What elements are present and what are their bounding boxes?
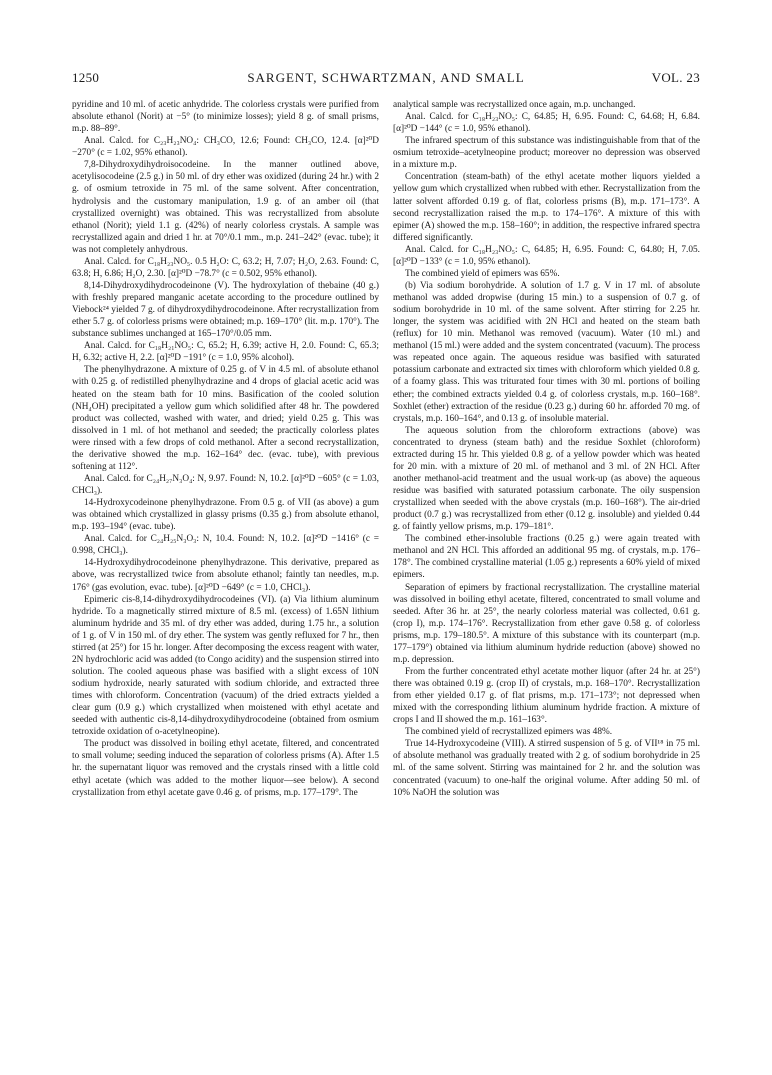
paragraph: Anal. Calcd. for C₁₈H₂₃NO₅. 0.5 H₂O: C, 63.2; H, 7.07; H₂O, 2.63. Found: C, 63.8; H, 6.86; H₂O, 2.30. [α]²⁰D −78.7° (c = 0.502, 95% ethanol). (72, 256, 379, 279)
paragraph: Anal. Calcd. for C₁₈H₂₃NO₅: C, 64.85; H, 6.95. Found: C, 64.80; H, 7.05. [α]²⁰D −133° (c = 1.0, 95% ethanol). (393, 244, 700, 267)
paragraph: The combined ether-insoluble fractions (0.25 g.) were again treated with methanol and 2N HCl. This afforded an additional 95 mg. of crystals, m.p. 176–178°. The combined crystalline material (1.05 g.) represents a 60% yield of mixed epimers. (393, 534, 700, 581)
running-title: SARGENT, SCHWARTZMAN, AND SMALL (247, 70, 525, 85)
paragraph: 7,8-Dihydroxydihydroisocodeine. In the manner outlined above, acetylisocodeine (2.5 g.) in 50 ml. of dry ether was oxidized (during 24 hr.) with 2 g. of osmium tetroxide in 75 ml. of the same solvent. After concentration, hydrolysis and the customary manipulation, 1.9 g. of an amber oil (that crystallized overnight) was obtained. This was recrystallized from absolute ethanol (Norit); yield 1.1 g. (42%) of nearly colorless crystals. A sample was recrystallized again and dried 1 hr. at 70°/0.1 mm., m.p. 241–242° (evac. tube); it was not completely anhydrous. (72, 160, 379, 255)
paragraph: Concentration (steam-bath) of the ethyl acetate mother liquors yielded a yellow gum which crystallized when rubbed with ether. Recrystallization from the latter solvent afforded 0.19 g. of flat, colorless prisms (B), m.p. 171–173°. A second recrystallization raised the m.p. to 174–176°. A mixture of this with epimer (A) showed the m.p. 158–160°; in addition, the respective infrared spectra differed significantly. (393, 172, 700, 243)
paragraph: (b) Via sodium borohydride. A solution of 1.7 g. V in 17 ml. of absolute methanol was added dropwise (during 15 min.) to a suspension of 0.7 g. of sodium borohydride in 10 ml. of the same solvent. After stirring for 2.25 hr. longer, the system was acidified with 2N HCl and heated on the steam bath (reflux) for 10 min. Methanol was removed (vacuum). Water (10 ml.) and methanol (15 ml.) were added and the system concentrated (vacuum). The process was repeated once again. The aqueous residue was basified with saturated potassium carbonate and extracted six times with chloroform which yielded 0.8 g. of a foamy glass. This was triturated four times with 30 ml. portions of boiling ether; the combined extracts yielded 0.4 g. of colorless crystals, m.p. 160–168°. Soxhlet (ether) extraction of the residue (0.23 g.) during 60 hr. afforded 70 mg. of crystals, m.p. 160–164°, and 0.13 g. of insoluble material. (393, 280, 700, 424)
paragraph: The infrared spectrum of this substance was indistinguishable from that of the osmium tetroxide–acetylneopine product; moreover no depression was observed in a mixture m.p. (393, 136, 700, 171)
paragraph: Anal. Calcd. for C₂₄H₂₇N₃O₄: N, 9.97. Found: N, 10.2. [α]²⁰D −605° (c = 1.03, CHCl₃). (72, 473, 379, 496)
paragraph: Epimeric cis-8,14-dihydroxydihydrocodeines (VI). (a) Via lithium aluminum hydride. To a magnetically stirred mixture of 8.5 ml. (excess) of 1.65N lithium aluminum hydride and 35 ml. of dry ether was added, during 1.75 hr., a solution of 1 g. of V in 150 ml. of dry ether. The system was gently refluxed for 7 hr., then stirred (at 25°) for 15 hr. longer. After decomposing the excess reagent with water, 2N hydrochloric acid was added (to Congo acidity) and the suspension stirred into solution. The cooled aqueous phase was basified with a slight excess of 10N sodium hydroxide, nearly saturated with sodium chloride, and extracted three times with chloroform. Concentration (vacuum) of the dried extracts yielded a clear gum (0.9 g.) which crystallized when moistened with ethyl acetate and seeded with authentic cis-8,14-dihydroxydihydrocodeine (obtained from osmium tetroxide oxidation of o-acetylneopine). (72, 594, 379, 738)
paragraph: Anal. Calcd. for C₁₈H₂₁NO₅: C, 65.2; H, 6.39; active H, 2.0. Found: C, 65.3; H, 6.32; active H, 2.2. [α]²⁰D −191° (c = 1.0, 95% alcohol). (72, 341, 379, 364)
paragraph: 14-Hydroxycodeinone phenylhydrazone. From 0.5 g. of VII (as above) a gum was obtained which crystallized in glassy prisms (0.35 g.) from absolute ethanol, m.p. 193–194° (evac. tube). (72, 498, 379, 533)
left-column (72, 99, 379, 799)
paragraph: Anal. Calcd. for C₂₄H₂₅N₃O₃: N, 10.4. Found: N, 10.2. [α]²⁰D −1416° (c = 0.998, CHCl₃). (72, 534, 379, 557)
paragraph: Separation of epimers by fractional recrystallization. The crystalline material was dissolved in boiling ethyl acetate, filtered, concentrated to small volume and seeded. After 36 hr. at 25°, the nearly colorless material was collected, 0.61 g. (crop I), m.p. 174–176°. Recrystallization from ether gave 0.58 g. of colorless prisms, m.p. 179–180.5°. A mixture of this substance with its counterpart (m.p. 177–179°) obtained via lithium aluminum hydride reduction (above) showed no m.p. depression. (393, 582, 700, 665)
page-number: 1250 (72, 70, 100, 85)
paragraph: 8,14-Dihydroxydihydrocodeinone (V). The hydroxylation of thebaine (40 g.) with freshly prepared manganic acetate according to the procedure outlined by Viebock²⁴ yielded 7 g. of dihydroxydihydrocodeinone. After recrystallization from ether 5.7 g. of colorless prisms were obtained; m.p. 169–170° (lit. m.p. 170°). The substance sublimes unchanged at 165–170°/0.05 mm. (72, 280, 380, 340)
paragraph: The combined yield of epimers was 65%. (405, 268, 560, 279)
paragraph: From the further concentrated ethyl acetate mother liquor (after 24 hr. at 25°) there was obtained 0.19 g. (crop II) of crystals, m.p. 168–170°. Recrystallization from ether yielded 0.17 g. of flat prisms, m.p. 171–173°; not depressed when mixed with the corresponding lithium aluminum hydride fraction. A mixture of crops I and II showed the m.p. 161–163°. (393, 666, 700, 726)
volume-label: VOL. 23 (651, 70, 700, 85)
paragraph: The phenylhydrazone. A mixture of 0.25 g. of V in 4.5 ml. of absolute ethanol with 0.25 g. of redistilled phenylhydrazine and 4 drops of glacial acetic acid was heated on the steam bath for 10 mins. Basification of the cooled solution (NH₄OH) precipitated a yellow gum which solidified after 48 hr. The powdered product was collected, washed with water, and dried; yield 0.25 g. This was dissolved in 1 ml. of hot methanol and seeded; the practically colorless plates were rinsed with a few drops of cold methanol. After a second recrystallization, the derivative showed the m.p. 162–164° dec. (evac. tube), with previous softening at 112°. (72, 365, 379, 472)
paragraph: Anal. Calcd. for C₂₃H₂₃NO₄: CH₃CO, 12.6; Found: CH₃CO, 12.4. [α]²⁰D −270° (c = 1.02, 95% ethanol). (72, 136, 379, 159)
paragraph: The combined yield of recrystallized epimers was 48%. (405, 727, 613, 738)
page-header (72, 70, 700, 88)
paragraph: The aqueous solution from the chloroform extractions (above) was concentrated to dryness (steam bath) and the residue Soxhlet (chloroform) extracted during 15 hr. This yielded 0.8 g. of a yellow powder which was heated for 20 min. with a mixture of 20 ml. of methanol and 3 ml. of 2N HCl. After another methanol-acid treatment and the usual work-up (as above) the aqueous residue was basified with saturated potassium carbonate. The oily suspension crystallized when seeded with the above crystals (m.p. 160–168°). The air-dried product (0.7 g.) was recrystallized from ether (0.12 g. insoluble) and yielded 0.44 g. of faintly yellow prisms, m.p. 179–181°. (393, 425, 700, 533)
paragraph: analytical sample was recrystallized once again, m.p. unchanged. (393, 100, 636, 110)
paragraph: Anal. Calcd. for C₁₈H₂₃NO₅: C, 64.85; H, 6.95. Found: C, 64.68; H, 6.84. [α]²⁰D −144° (c = 1.0, 95% ethanol). (393, 112, 700, 135)
paragraph: True 14-Hydroxycodeine (VIII). A stirred suspension of 5 g. of VII¹⁸ in 75 ml. of absolute methanol was gradually treated with 2 g. of sodium borohydride in 25 ml. of the same solvent. Stirring was maintained for 2 hr. and the solution was concentrated (vacuum) to one-half the original volume. After adding 50 ml. of 10% NaOH the solution was (393, 739, 700, 798)
paragraph: pyridine and 10 ml. of acetic anhydride. The colorless crystals were purified from absolute ethanol (Norit) at −5° (to minimize losses); yield 8 g. of small prisms, m.p. 88–89°. (72, 100, 379, 135)
right-column (393, 99, 700, 799)
paragraph: The product was dissolved in boiling ethyl acetate, filtered, and concentrated to small volume; seeding induced the separation of colorless prisms (A). After 1.5 hr. the supernatant liquor was removed and the crystals rinsed with a little cold ethyl acetate (which was added to the mother liquor—see below). A second crystallization from ethyl acetate gave 0.46 g. of prisms, m.p. 177–179°. The (72, 739, 379, 798)
paragraph: 14-Hydroxydihydrocodeinone phenylhydrazone. This derivative, prepared as above, was recrystallized twice from absolute ethanol; faintly tan needles, m.p. 176° (gas evolution, evac. tube). [α]²⁰D −649° (c = 1.0, CHCl₃). (72, 558, 379, 593)
